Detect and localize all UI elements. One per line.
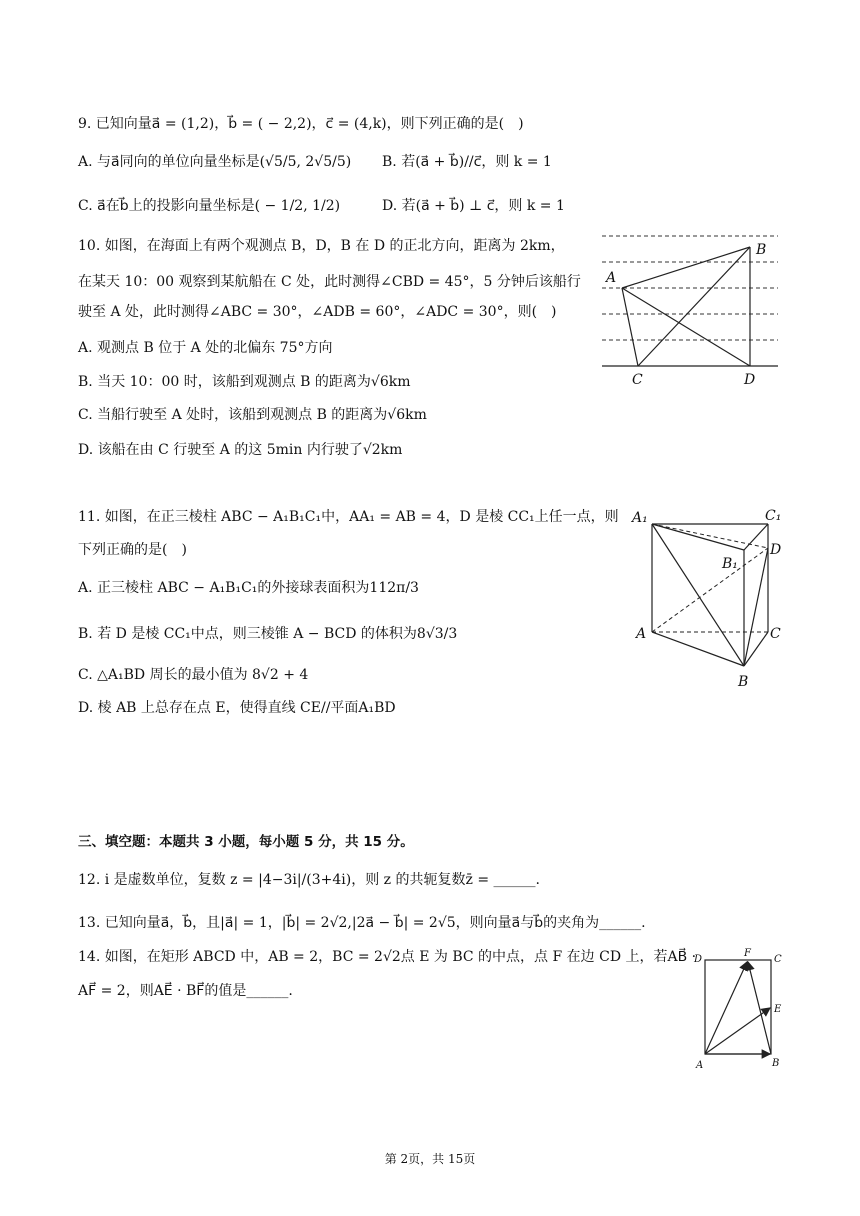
q10-option-b: B. 当天 10：00 时，该船到观测点 B 的距离为√6km <box>78 374 411 390</box>
q11-label-a1: A₁ <box>632 510 648 526</box>
q10-option-a: A. 观测点 B 位于 A 处的北偏东 75°方向 <box>78 340 333 356</box>
q11-option-c: C. △A₁BD 周长的最小值为 8√2 + 4 <box>78 667 309 683</box>
q11-label-c1: C₁ <box>765 508 782 524</box>
section3-heading: 三、填空题：本题共 3 小题，每小题 5 分，共 15 分。 <box>78 834 414 850</box>
q10-option-d: D. 该船在由 C 行驶至 A 的这 5min 内行驶了√2km <box>78 442 403 458</box>
q9-option-a: A. 与a⃗同向的单位向量坐标是(√5/5, 2√5/5) <box>78 154 352 170</box>
q9-option-d: D. 若(a⃗ + b⃗) ⊥ c⃗，则 k = 1 <box>382 198 565 214</box>
q10-label-c: C <box>632 372 643 388</box>
q14-label-e: E <box>774 1004 782 1015</box>
q11-option-a: A. 正三棱柱 ABC − A₁B₁C₁的外接球表面积为112π/3 <box>78 580 419 596</box>
q14-label-a: A <box>696 1060 704 1071</box>
q14-line1: 14. 如图，在矩形 ABCD 中，AB = 2，BC = 2√2点 E 为 BC 的中点，点 F 在边 CD 上，若AB⃗ · <box>78 949 697 965</box>
q14-figure <box>690 944 790 1072</box>
q9-stem: 9. 已知向量a⃗ = (1,2)，b⃗ = ( − 2,2)，c⃗ = (4,k)，则下列正确的是( ) <box>78 116 524 132</box>
q10-option-c: C. 当船行驶至 A 处时，该船到观测点 B 的距离为√6km <box>78 407 427 423</box>
q10-stem-line1: 10. 如图，在海面上有两个观测点 B，D，B 在 D 的正北方向，距离为 2km， <box>78 238 565 254</box>
q10-figure <box>598 230 782 390</box>
q11-stem-line2: 下列正确的是( ) <box>78 542 187 558</box>
q9-option-b: B. 若(a⃗ + b⃗)//c⃗，则 k = 1 <box>382 154 552 170</box>
q10-label-b: B <box>756 242 767 258</box>
q14-label-b: B <box>772 1058 780 1069</box>
q14-label-d: D <box>694 954 703 965</box>
q12-text: 12. i 是虚数单位，复数 z = |4−3i|/(3+4i)，则 z 的共轭复数z̄ = ______. <box>78 872 540 888</box>
q10-stem-line3: 驶至 A 处，此时测得∠ABC = 30°，∠ADB = 60°，∠ADC = 30°，则( ) <box>78 304 557 320</box>
q14-label-c: C <box>774 954 782 965</box>
q11-option-d: D. 棱 AB 上总存在点 E，使得直线 CE//平面A₁BD <box>78 700 396 716</box>
q11-figure <box>628 502 788 692</box>
q14-label-f: F <box>744 948 751 959</box>
q11-option-b: B. 若 D 是棱 CC₁中点，则三棱锥 A − BCD 的体积为8√3/3 <box>78 626 458 642</box>
page-footer: 第 2页，共 15页 <box>384 1152 476 1166</box>
q13-text: 13. 已知向量a⃗，b⃗，且|a⃗| = 1，|b⃗| = 2√2,|2a⃗ − b⃗| = 2√5，则向量a⃗与b⃗的夹角为______. <box>78 915 646 931</box>
q14-line2: AF⃗ = 2，则AE⃗ · BF⃗的值是______. <box>78 983 293 999</box>
q9-option-c: C. a⃗在b⃗上的投影向量坐标是( − 1/2, 1/2) <box>78 198 341 214</box>
q11-label-b: B <box>738 674 749 690</box>
q11-label-b1: B₁ <box>722 556 738 572</box>
q11-label-d: D <box>770 542 782 558</box>
q10-label-a: A <box>606 270 617 286</box>
q11-label-c: C <box>770 626 781 642</box>
q10-stem-line2: 在某天 10：00 观察到某航船在 C 处，此时测得∠CBD = 45°，5 分钟后该船行 <box>78 274 581 290</box>
q11-stem-line1: 11. 如图，在正三棱柱 ABC − A₁B₁C₁中，AA₁ = AB = 4，D 是棱 CC₁上任一点，则 <box>78 509 619 525</box>
q11-label-a: A <box>636 626 647 642</box>
q10-label-d: D <box>744 372 756 388</box>
